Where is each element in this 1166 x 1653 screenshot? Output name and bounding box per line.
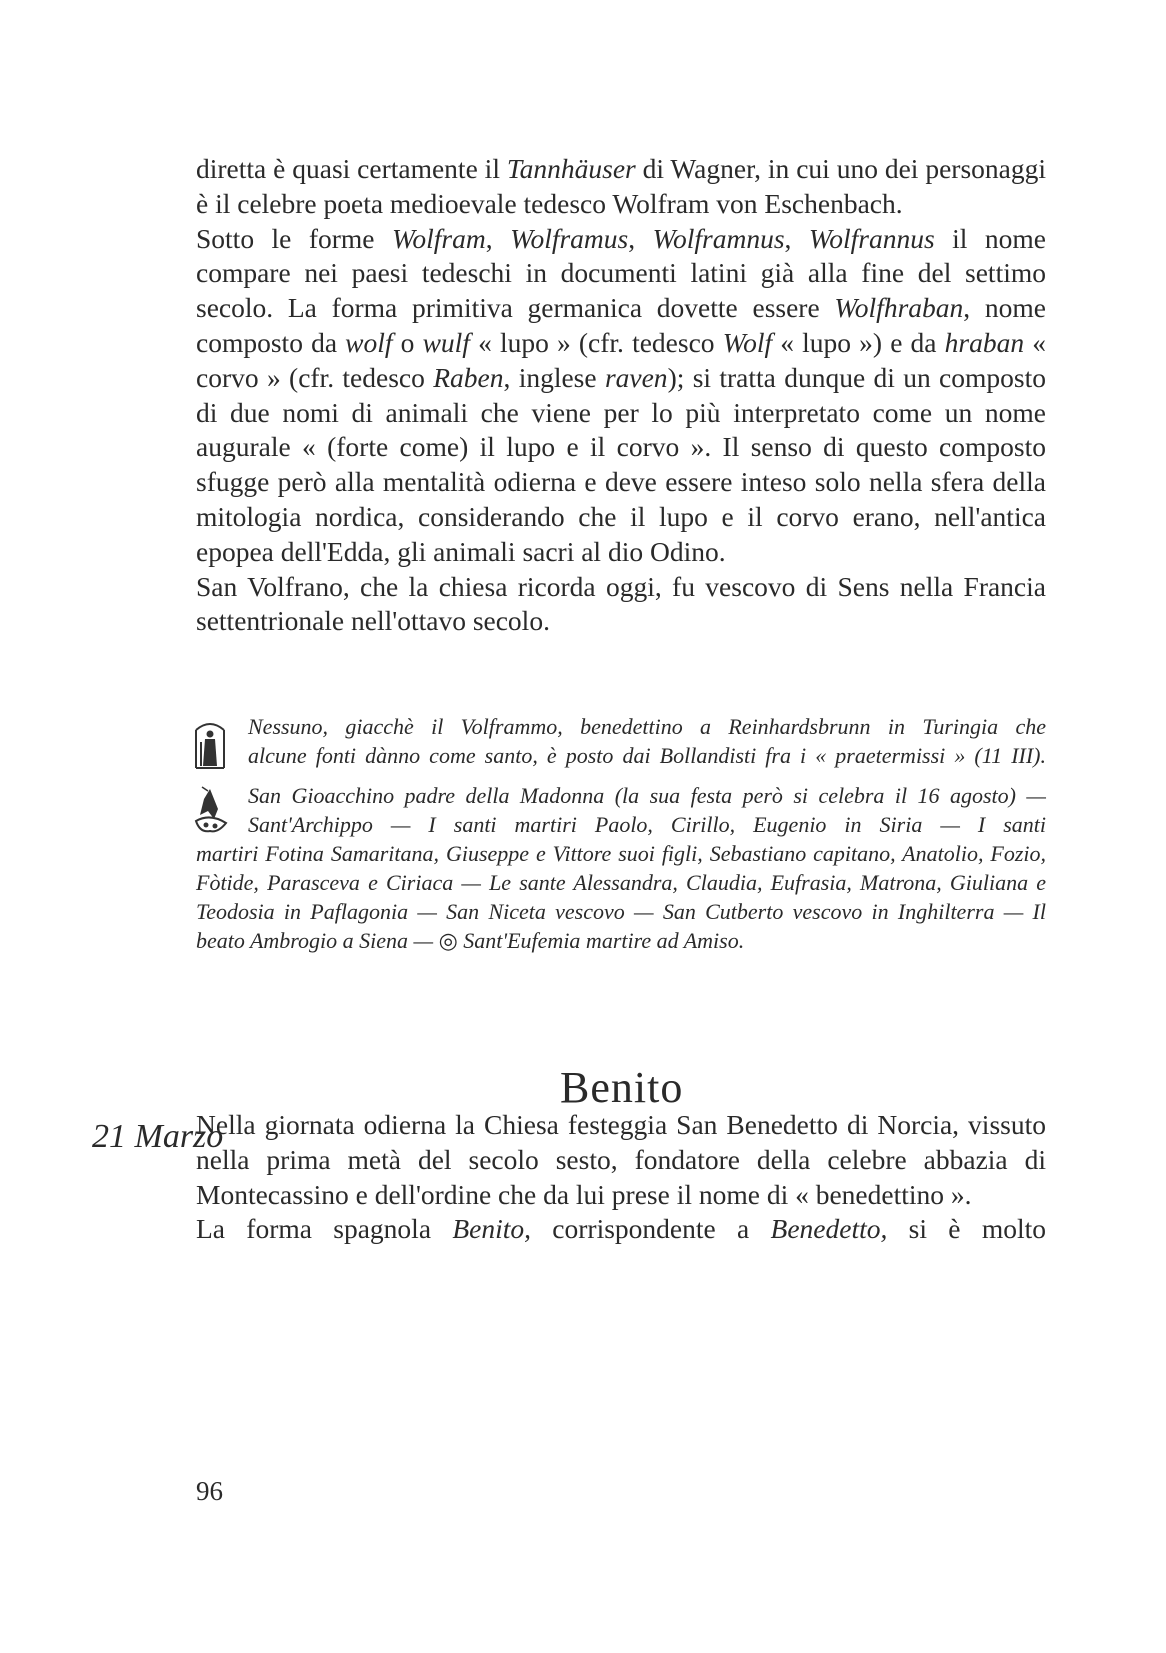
note-no-saint [196, 712, 1046, 770]
note-1-line-1: Nessuno, giacchè il Volframmo, benedettino a Reinhardsbrunn in Turingia che [248, 714, 1046, 739]
note-2-rest: martiri Fotina Samaritana, Giuseppe e Vittore suoi figli, Sebastiano capitano, Anatolio, Fozio, Fòtide, Parasceva e Ciriaca — Le sante Alessandra, Claudia, Eufrasia, Matrona, Giuliana e Teodosia in Paflagonia — San Niceta vescovo — San Cutberto vescovo in Inghilterra — Il beato Ambrogio a Siena — ◎ Sant'Eufemia martire ad Amiso. [196, 841, 1046, 953]
paragraph-san-volfrano: San Volfrano, che la chiesa ricorda oggi, fu vescovo di Sens nella Francia settentrionale nell'ottavo secolo. [196, 570, 1046, 637]
paragraph-san-benedetto: Nella giornata odierna la Chiesa festeggia San Benedetto di Norcia, vissuto nella prima metà del secolo sesto, fondatore della celebre abbazia di Montecassino e dell'ordine che da lui prese il nome di « benedettino ». [196, 1109, 1046, 1210]
upper-body-text [196, 152, 1046, 639]
paragraph-wagner: diretta è quasi certamente il Tannhäuser di Wagner, in cui uno dei personaggi è il celebre poeta medioevale tedesco Wolfram von Eschenbach. [196, 153, 1046, 219]
saint-figure-icon [190, 716, 230, 776]
page-number: 96 [196, 1476, 223, 1506]
bird-emblem-icon [188, 785, 228, 845]
paragraph-forms: Sotto le forme Wolfram, Wolframus, Wolframnus, Wolfrannus il nome compare nei paesi tedeschi in documenti latini già alla fine del settimo secolo. La forma primitiva germanica dovette essere Wolfhraban, nome composto da wolf o wulf « lupo » (cfr. tedesco Wolf « lupo ») e da hraban « corvo » (cfr. tedesco Raben, inglese raven); si tratta dunque di un composto di due nomi di animali che viene per lo più interpretato come un nome augurale « (forte come) il lupo e il corvo ». Il senso di questo composto sfugge però alla mentalità odierna e deve essere inteso solo nella sfera della mitologia nordica, considerando che il lupo e il corvo erano, nell'antica epopea dell'Edda, gli animali sacri al dio Odino. [196, 222, 1047, 567]
note-1-line-2: alcune fonti dànno come santo, è posto dai Bollandisti fra i « praetermissi » (11 III). [248, 743, 1046, 768]
note-saints-of-day [196, 781, 1046, 955]
feast-date: 21 Marzo [92, 1118, 224, 1155]
section-title: Benito [560, 1063, 684, 1112]
paragraph-benito-form: La forma spagnola Benito, corrispondente a Benedetto, si è molto [196, 1213, 1046, 1245]
note-2-line-2: Sant'Archippo — I santi martiri Paolo, Cirillo, Eugenio in Siria — I santi [248, 812, 1046, 837]
note-2-line-1: San Gioacchino padre della Madonna (la sua festa però si celebra il 16 agosto) — [248, 783, 1046, 808]
lower-body-text [196, 1108, 1046, 1247]
